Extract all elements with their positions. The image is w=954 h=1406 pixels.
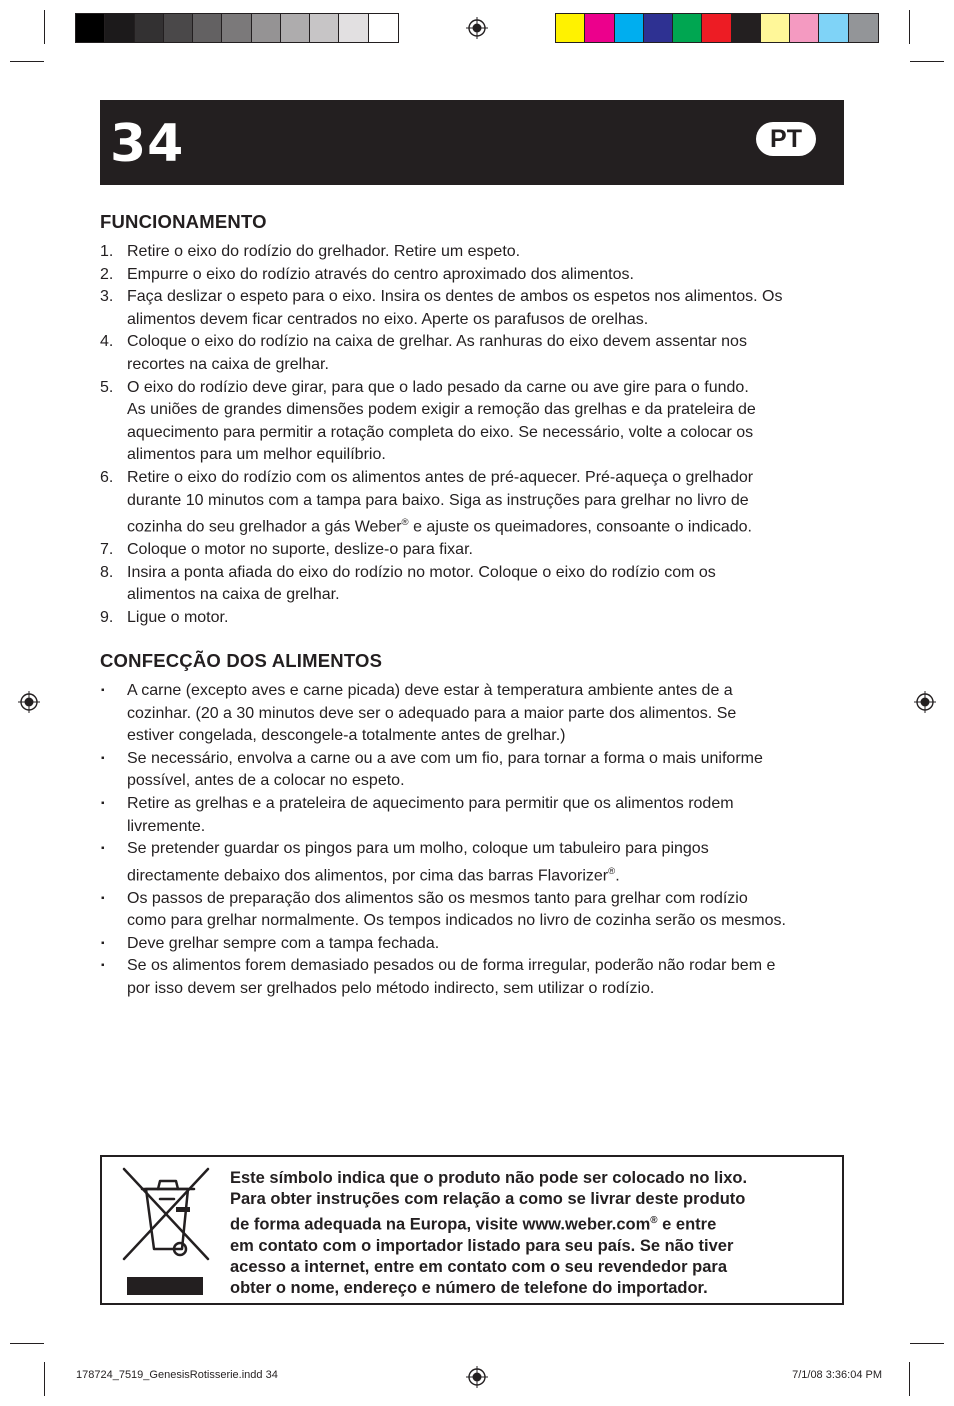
list-marker: 9. — [100, 608, 114, 626]
list-item — [100, 607, 845, 630]
list-marker: 1. — [100, 243, 114, 260]
list-item-line: recortes na caixa de grelhar. — [127, 355, 329, 373]
list-item-line: Se pretender guardar os pingos para um molho, coloque um tabuleiro para pingos — [127, 840, 709, 858]
color-swatch — [222, 14, 251, 42]
crop-mark — [10, 61, 44, 62]
list-item-line: As uniões de grandes dimensões podem exigir a remoção das grelhas e da prateleira de — [127, 401, 756, 419]
color-swatch — [761, 14, 790, 42]
list-item-line: Empurre o eixo do rodízio através do centro aproximado dos alimentos. — [127, 265, 634, 283]
color-swatch — [105, 14, 134, 42]
list-item-line: Ligue o motor. — [127, 608, 229, 626]
list-item — [100, 793, 845, 838]
notice-line: Para obter instruções com relação a como se livrar deste produto — [230, 1190, 746, 1208]
list-marker: ▪ — [101, 752, 105, 764]
color-swatch — [76, 14, 105, 42]
list-item-line: estiver congelada, descongele-a totalmente antes de grelhar.) — [127, 727, 566, 745]
list-item — [100, 264, 845, 287]
color-swatch — [310, 14, 339, 42]
crop-mark — [10, 1343, 44, 1344]
color-swatch — [556, 14, 585, 42]
list-marker: 3. — [100, 288, 114, 306]
registration-mark-icon — [914, 691, 936, 713]
list-item-line: cozinha do seu grelhador a gás Weber® e ajuste os queimadores, consoante o indicado. — [127, 517, 752, 536]
list-item — [100, 241, 845, 264]
list-item-line: alimentos devem ficar centrados no eixo. Aperte os parafusos de orelhas. — [127, 310, 649, 328]
list-item — [100, 377, 845, 467]
list-item — [100, 748, 845, 793]
page-number: 34 — [110, 114, 185, 174]
list-item-line: Retire as grelhas e a prateleira de aquecimento para permitir que os alimentos rodem — [127, 794, 734, 812]
color-swatch — [164, 14, 193, 42]
list-item — [100, 467, 845, 539]
notice-line: obter o nome, endereço e número de telefone do importador. — [230, 1278, 708, 1297]
list-item-line: Retire o eixo do rodízio do grelhador. Retire um espeto. — [127, 243, 521, 260]
grayscale-color-bar — [75, 13, 399, 43]
list-marker: 2. — [100, 265, 114, 283]
list-marker: ▪ — [101, 937, 105, 949]
list-marker: ▪ — [101, 685, 105, 696]
crop-mark — [910, 1343, 944, 1344]
color-swatch — [615, 14, 644, 42]
color-swatch — [702, 14, 731, 42]
slug-timestamp: 7/1/08 3:36:04 PM — [792, 1369, 882, 1381]
list-item — [100, 539, 845, 562]
operating-steps-list — [100, 241, 845, 629]
list-marker: 6. — [100, 468, 114, 486]
color-swatch — [644, 14, 673, 42]
list-item — [100, 955, 845, 1000]
notice-black-bar — [127, 1277, 203, 1295]
language-badge: PT — [756, 122, 816, 156]
color-swatch — [339, 14, 368, 42]
list-marker: ▪ — [101, 797, 105, 809]
list-marker: 7. — [100, 541, 114, 559]
list-marker: ▪ — [101, 892, 105, 904]
list-item-line: possível, antes de a colocar no espeto. — [127, 772, 405, 790]
notice-text — [230, 1168, 747, 1299]
registration-mark-icon — [466, 1366, 488, 1388]
color-swatch — [252, 14, 281, 42]
color-swatch — [819, 14, 848, 42]
color-swatch — [585, 14, 614, 42]
process-color-bar — [555, 13, 879, 43]
list-item-line: A carne (excepto aves e carne picada) deve estar à temperatura ambiente antes de a — [127, 682, 733, 699]
color-swatch — [849, 14, 878, 42]
list-item-line: aquecimento para permitir a rotação completa do eixo. Se necessário, volte a colocar os — [127, 423, 754, 441]
list-item-line: Os passos de preparação dos alimentos são os mesmos tanto para grelhar com rodízio — [127, 889, 748, 907]
color-swatch — [193, 14, 222, 42]
notice-line: Este símbolo indica que o produto não pode ser colocado no lixo. — [230, 1169, 748, 1187]
list-marker: ▪ — [101, 960, 105, 972]
color-swatch — [673, 14, 702, 42]
list-item-line: alimentos na caixa de grelhar. — [127, 586, 340, 604]
food-preparation-list — [100, 680, 845, 1001]
list-marker: 5. — [100, 378, 114, 396]
list-marker: 8. — [100, 563, 114, 581]
list-item-line: alimentos para um melhor equilíbrio. — [127, 446, 386, 464]
crop-mark — [909, 10, 910, 44]
list-marker: ▪ — [101, 843, 105, 855]
list-item-line: Insira a ponta afiada do eixo do rodízio no motor. Coloque o eixo do rodízio com os — [127, 563, 716, 581]
list-item-line: durante 10 minutos com a tampa para baixo. Siga as instruções para grelhar no livro de — [127, 491, 749, 509]
crop-mark — [44, 10, 45, 44]
list-item-line: cozinhar. (20 a 30 minutos deve ser o adequado para a maior parte dos alimentos. Se — [127, 704, 737, 722]
list-item-line: livremente. — [127, 817, 206, 835]
color-swatch — [135, 14, 164, 42]
list-item — [100, 331, 845, 376]
list-item-line: Faça deslizar o espeto para o eixo. Insira os dentes de ambos os espetos nos alimentos. Os — [127, 288, 783, 306]
crop-mark — [44, 1362, 45, 1396]
list-item — [100, 562, 845, 607]
list-item-line: por isso devem ser grelhados pelo método indirecto, sem utilizar o rodízio. — [127, 980, 655, 998]
registration-mark-icon — [466, 17, 488, 39]
color-swatch — [281, 14, 310, 42]
list-item-line: Se os alimentos forem demasiado pesados ou de forma irregular, poderão não rodar bem e — [127, 957, 776, 975]
notice-line: acesso a internet, entre em contato com o seu revendedor para — [230, 1257, 727, 1276]
crop-mark — [910, 61, 944, 62]
list-item-line: O eixo do rodízio deve girar, para que o lado pesado da carne ou ave gire para o fundo. — [127, 378, 749, 396]
list-item-line: Coloque o motor no suporte, deslize-o para fixar. — [127, 541, 473, 559]
list-item — [100, 933, 845, 956]
color-swatch — [790, 14, 819, 42]
list-item-line: Deve grelhar sempre com a tampa fechada. — [127, 934, 440, 952]
list-item-line: Se necessário, envolva a carne ou a ave com um fio, para tornar a forma o mais uniforme — [127, 749, 763, 767]
page-header-band — [100, 100, 844, 185]
notice-line: de forma adequada na Europa, visite www.weber.com® e entre — [230, 1215, 717, 1234]
section-title-confeccao: CONFECÇÃO DOS ALIMENTOS — [100, 650, 383, 671]
list-item-line: directamente debaixo dos alimentos, por cima das barras Flavorizer®. — [127, 865, 620, 885]
list-marker: 4. — [100, 333, 114, 351]
notice-line: em contato com o importador listado para seu país. Se não tiver — [230, 1236, 734, 1255]
list-item — [100, 286, 845, 331]
crossed-out-wheelie-bin-icon — [122, 1167, 212, 1267]
slug-file-name: 178724_7519_GenesisRotisserie.indd 34 — [76, 1369, 278, 1381]
registration-mark-icon — [18, 691, 40, 713]
list-item — [100, 680, 845, 748]
list-item-line: Coloque o eixo do rodízio na caixa de grelhar. As ranhuras do eixo devem assentar nos — [127, 333, 747, 351]
list-item — [100, 838, 845, 888]
list-item-line: Retire o eixo do rodízio com os alimentos antes de pré-aquecer. Pré-aqueça o grelhador — [127, 468, 754, 486]
color-swatch — [369, 14, 398, 42]
color-swatch — [732, 14, 761, 42]
crop-mark — [909, 1362, 910, 1396]
list-item — [100, 888, 845, 933]
weee-notice-box — [100, 1155, 844, 1305]
section-title-funcionamento: FUNCIONAMENTO — [100, 211, 267, 232]
list-item-line: como para grelhar normalmente. Os tempos indicados no livro de cozinha serão os mesmos. — [127, 912, 786, 930]
